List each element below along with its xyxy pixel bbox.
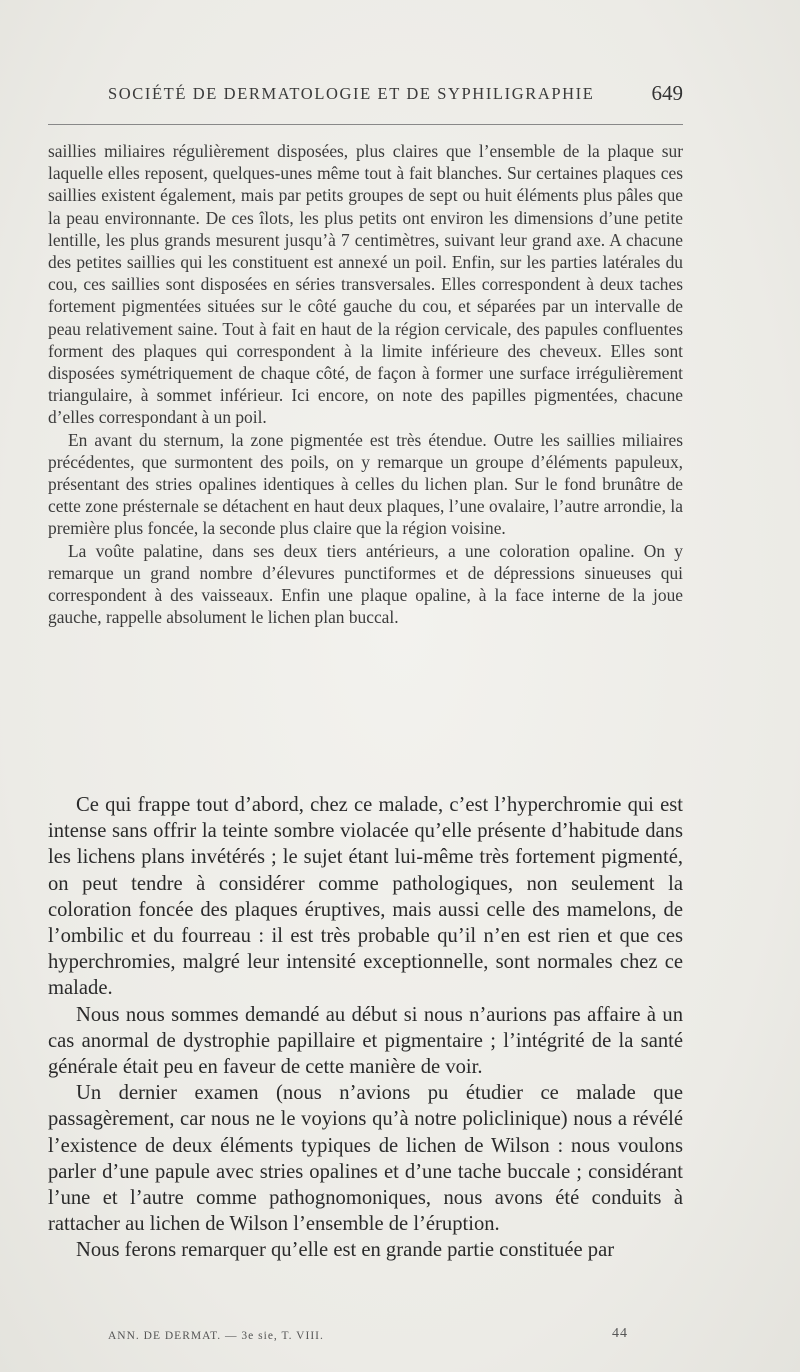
page-number: 649	[651, 81, 683, 105]
small-paragraph-1: saillies miliaires régulièrement disposées, plus claires que l’ensemble de la plaque sur laquelle elles reposent, quelques-unes même tout à fait blanches. Sur certaines plaques ces saillies existent également, mais par petits groupes de sept ou huit éléments plus pâles que la peau environnante. De ces îlots, les plus petits ont environ les dimensions d’une petite lentille, les plus grands mesurent jusqu’à 7 centimètres, suivant leur grand axe. A chacune des petites saillies qui les constituent est annexé un poil. Enfin, sur les parties latérales du cou, ces saillies sont disposées en séries transversales. Elles correspondent à deux taches fortement pigmentées situées sur le côté gauche du cou, et séparées par un intervalle de peau relativement saine. Tout à fait en haut de la région cervicale, des papules confluentes forment des plaques qui correspondent à la limite inférieure des cheveux. Elles sont disposées symétriquement de chaque côté, de façon à former une surface irrégulièrement triangulaire, à sommet inférieur. Ici encore, on note des papilles pigmentées, chacune d’elles correspondant à un poil.	[48, 141, 683, 428]
footer-reference: ANN. DE DERMAT. — 3e sie, T. VIII.	[108, 1330, 324, 1342]
signature-mark: 44	[612, 1326, 628, 1341]
header-rule	[48, 124, 683, 125]
main-paragraph-1: Ce qui frappe tout d’abord, chez ce malade, c’est l’hyperchromie qui est intense sans offrir la teinte sombre violacée qu’elle présente d’habitude dans les lichens plans invétérés ; le sujet étant lui-même très fortement pigmenté, on peut tendre à considérer comme pathologiques, non seulement la coloration foncée des plaques éruptives, mais aussi celle des mamelons, de l’ombilic et du fourreau : il est très probable qu’il n’en est rien et que ces hyperchromies, malgré leur intensité exceptionnelle, sont normales chez ce malade.	[48, 794, 683, 1000]
main-paragraph-2: Nous nous sommes demandé au début si nous n’aurions pas affaire à un cas anormal de dystrophie papillaire et pigmentaire ; l’intégrité de la santé générale était peu en faveur de cette manière de voir.	[48, 1003, 683, 1079]
header-title: SOCIÉTÉ DE DERMATOLOGIE ET DE SYPHILIGRAPHIE	[108, 84, 595, 103]
running-header	[108, 81, 683, 112]
main-paragraph-4: Nous ferons remarquer qu’elle est en grande partie constituée par	[76, 1239, 615, 1262]
page-footer	[108, 1326, 628, 1346]
small-paragraph-3: La voûte palatine, dans ses deux tiers antérieurs, a une coloration opaline. On y remarque un grand nombre d’élevures punctiformes et de dépressions sinueuses qui correspondent à des vaisseaux. Enfin une plaque opaline, à la face interne de la joue gauche, rappelle absolument le lichen plan buccal.	[48, 540, 683, 628]
main-text-section	[48, 792, 683, 1264]
small-paragraph-2: En avant du sternum, la zone pigmentée est très étendue. Outre les saillies miliaires précédentes, que surmontent des poils, on y remarque un groupe d’éléments papuleux, présentant des stries opalines identiques à celles du lichen plan. Sur le fond brunâtre de cette zone présternale se détachent en haut deux plaques, l’une ovalaire, l’autre arrondie, la première plus foncée, la seconde plus claire que la région voisine.	[48, 429, 683, 539]
small-print-section	[48, 140, 683, 628]
main-paragraph-3: Un dernier examen (nous n’avions pu étudier ce malade que passagèrement, car nous ne le voyions qu’à notre policlinique) nous a révélé l’existence de deux éléments typiques de lichen de Wilson : nous voulons parler d’une papule avec stries opalines et d’une tache buccale ; considérant l’une et l’autre comme pathognomoniques, nous avons été conduits à rattacher au lichen de Wilson l’ensemble de l’éruption.	[48, 1082, 683, 1236]
